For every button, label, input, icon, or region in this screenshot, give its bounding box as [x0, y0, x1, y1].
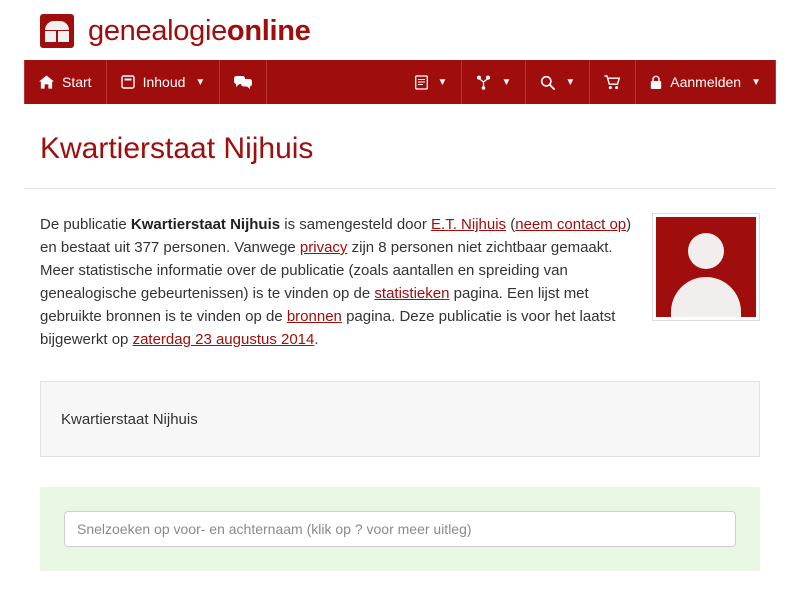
intro-text-2: is samengesteld door [280, 216, 432, 233]
chevron-down-icon: ▼ [751, 76, 761, 88]
nav-item-calendar[interactable] [401, 60, 463, 104]
publication-description [40, 213, 632, 351]
search-icon [540, 75, 555, 90]
intro-text-5: zijn 8 personen niet zichtbaar gemaakt. Meer statistische informatie over de publicatie (zoals aantallen en spreiding van genealogische gebeurtenissen) is te vinden op de [40, 239, 613, 302]
lock-icon [650, 75, 662, 90]
brand-text-light: genealogie [88, 14, 227, 47]
contact-link[interactable]: neem contact op [515, 216, 627, 233]
avatar-shoulders [671, 277, 741, 317]
quick-search-section [40, 487, 760, 571]
intro-text-8: . [314, 331, 319, 348]
nav-label-start: Start [62, 74, 92, 90]
sources-link[interactable]: bronnen [286, 308, 342, 325]
content-area [0, 189, 800, 351]
nav-item-aanmelden[interactable] [636, 60, 776, 104]
avatar-head [688, 233, 724, 269]
chevron-down-icon: ▼ [501, 76, 512, 88]
publication-panel-label: Kwartierstaat Nijhuis [61, 410, 198, 428]
nav-item-forum[interactable] [220, 60, 267, 104]
shopping-cart-icon [604, 75, 621, 90]
chevron-down-icon: ▼ [565, 76, 576, 88]
nav-item-inhoud[interactable] [107, 60, 221, 104]
home-icon [39, 75, 54, 89]
intro-text-3: ( [506, 216, 516, 233]
tree-icon [476, 75, 491, 90]
last-updated-link[interactable]: zaterdag 23 augustus 2014 [132, 331, 315, 348]
chevron-down-icon: ▼ [195, 76, 206, 88]
main-navigation [24, 60, 776, 104]
intro-text-6: pagina. Een lijst met gebruikte bronnen is te vinden op de [40, 285, 589, 325]
publication-name: Kwartierstaat Nijhuis [130, 216, 281, 233]
calendar-icon [415, 75, 428, 90]
site-header [0, 0, 800, 60]
author-link[interactable]: E.T. Nijhuis [431, 216, 507, 233]
nav-spacer [267, 60, 400, 104]
nav-item-tree[interactable] [462, 60, 526, 104]
intro-text-4: ) en bestaat uit 377 personen. Vanwege [40, 216, 632, 256]
nav-label-aanmelden: Aanmelden [670, 74, 742, 90]
logo-roof [45, 21, 69, 30]
nav-label-inhoud: Inhoud [142, 74, 186, 90]
chevron-down-icon: ▼ [437, 76, 448, 88]
search-input[interactable] [64, 511, 736, 547]
intro-text-1: De publicatie [40, 216, 131, 233]
nav-item-cart[interactable] [590, 60, 636, 104]
brand-text-bold: online [226, 14, 311, 47]
statistics-link[interactable]: statistieken [374, 285, 450, 302]
publication-panel [40, 381, 760, 457]
privacy-link[interactable]: privacy [299, 239, 348, 256]
nav-item-start[interactable] [24, 60, 107, 104]
person-placeholder-avatar-icon [656, 217, 756, 317]
archive-box-logo-icon[interactable] [40, 14, 74, 48]
nav-item-search[interactable] [526, 60, 590, 104]
logo-slot [56, 31, 58, 42]
book-icon [121, 75, 135, 89]
intro-text-7: pagina. Deze publicatie is voor het laatst bijgewerkt op [40, 308, 616, 348]
brand-title[interactable] [88, 14, 311, 47]
avatar [652, 213, 760, 321]
comments-icon [234, 75, 252, 89]
page-title: Kwartierstaat Nijhuis [40, 132, 314, 165]
